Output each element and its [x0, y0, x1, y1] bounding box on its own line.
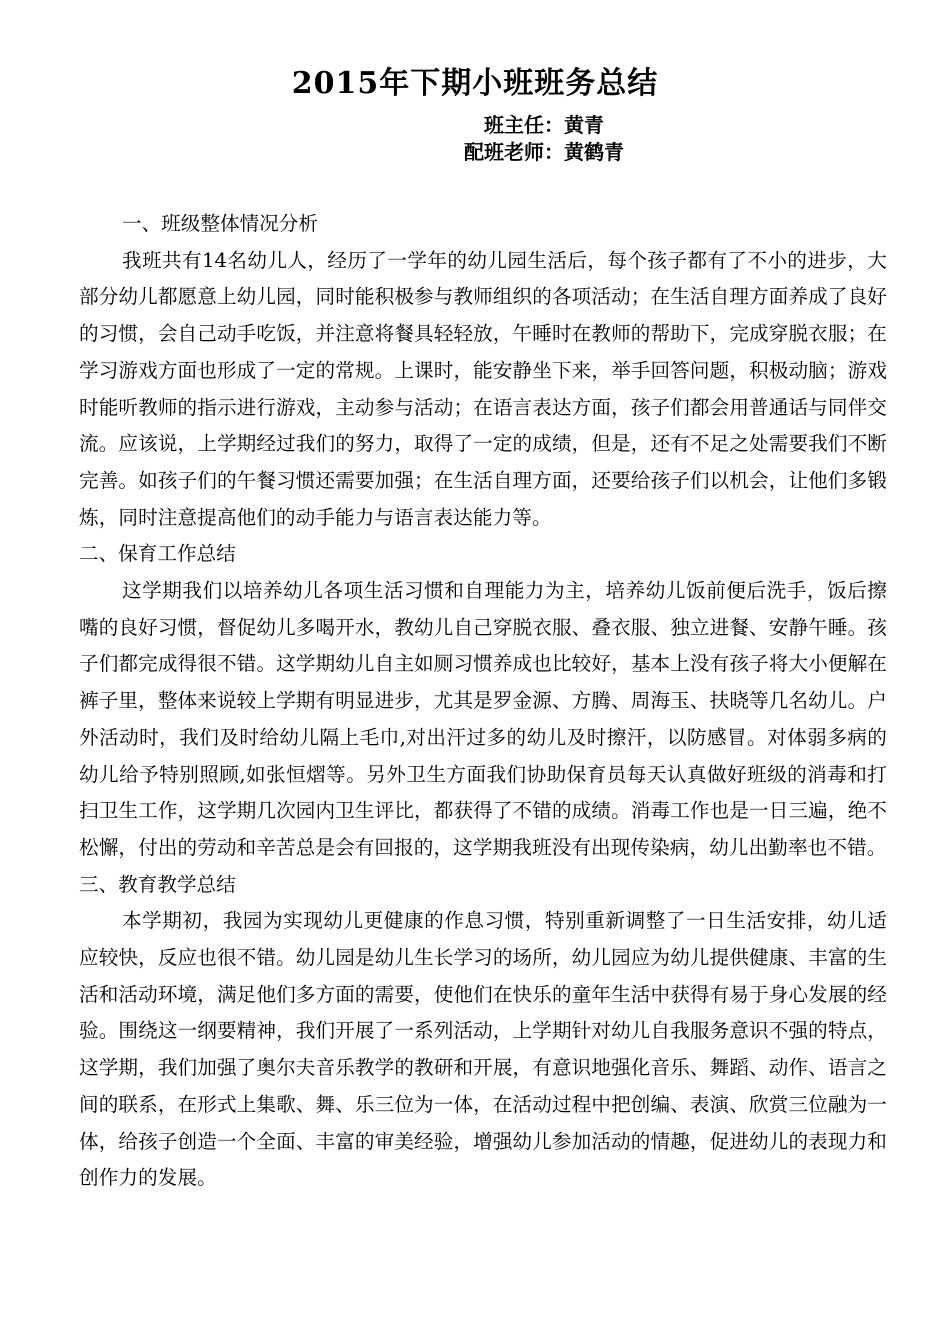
section-paragraph-education: 本学期初，我园为实现幼儿更健康的作息习惯，特别重新调整了一日生活安排，幼儿适应较快，反应也很不错。幼儿园是幼儿生长学习的场所，幼儿园应为幼儿提供健康、丰富的生活和活动环境，满足他们多方面的需要，使他们在快乐的童年生活中获得有易于身心发展的经验。围绕这一纲要精神，我们开展了一系列活动，上学期针对幼儿自我服务意识不强的特点，这学期，我们加强了奥尔夫音乐教学的教研和开展，有意识地强化音乐、舞蹈、动作、语言之间的联系，在形式上集歌、舞、乐三位为一体，在活动过程中把创编、表演、欣赏三位融为一体，给孩子创造一个全面、丰富的审美经验，增强幼儿参加活动的情趣，促进幼儿的表现力和创作力的发展。: [79, 909, 887, 1190]
assistant-teacher-line: 配班老师：黄鹤青: [464, 140, 624, 164]
head-teacher-line: 班主任：黄青: [484, 113, 604, 137]
section-heading-education: 三、教育教学总结: [79, 872, 236, 896]
document-title: 2015年下期小班班务总结: [291, 66, 659, 101]
section-heading-class-analysis: 一、班级整体情况分析: [122, 212, 318, 235]
section-paragraph-class-analysis: 我班共有14名幼儿人，经历了一学年的幼儿园生活后，每个孩子都有了不小的进步，大部分幼儿都愿意上幼儿园，同时能积极参与教师组织的各项活动；在生活自理方面养成了良好的习惯，会自己动手吃饭，并注意将餐具轻轻放，午睡时在教师的帮助下，完成穿脱衣服；在学习游戏方面也形成了一定的常规。上课时，能安静坐下来，举手回答问题，积极动脑；游戏时能听教师的指示进行游戏，主动参与活动；在语言表达方面，孩子们都会用普通话与同伴交流。应该说，上学期经过我们的努力，取得了一定的成绩，但是，还有不足之处需要我们不断完善。如孩子们的午餐习惯还需要加强；在生活自理方面，还要给孩子们以机会，让他们多锻炼，同时注意提高他们的动手能力与语言表达能力等。: [79, 248, 887, 529]
section-paragraph-care-work: 这学期我们以培养幼儿各项生活习惯和自理能力为主，培养幼儿饭前便后洗手，饭后擦嘴的良好习惯，督促幼儿多喝开水，教幼儿自己穿脱衣服、叠衣服、独立进餐、安静午睡。孩子们都完成得很不错。这学期幼儿自主如厕习惯养成也比较好，基本上没有孩子将大小便解在裤子里，整体来说较上学期有明显进步，尤其是罗金源、方腾、周海玉、扶晓等几名幼儿。户外活动时，我们及时给幼儿隔上毛巾,对出汗过多的幼儿及时擦汗，以防感冒。对体弱多病的幼儿给予特别照顾,如张恒熠等。另外卫生方面我们协助保育员每天认真做好班级的消毒和打扫卫生工作，这学期几次园内卫生评比，都获得了不错的成绩。消毒工作也是一日三遍，绝不松懈，付出的劳动和辛苦总是会有回报的，这学期我班没有出现传染病，幼儿出勤率也不错。: [79, 579, 887, 859]
document-body: [79, 206, 887, 1197]
section-heading-care-work: 二、保育工作总结: [79, 542, 236, 566]
